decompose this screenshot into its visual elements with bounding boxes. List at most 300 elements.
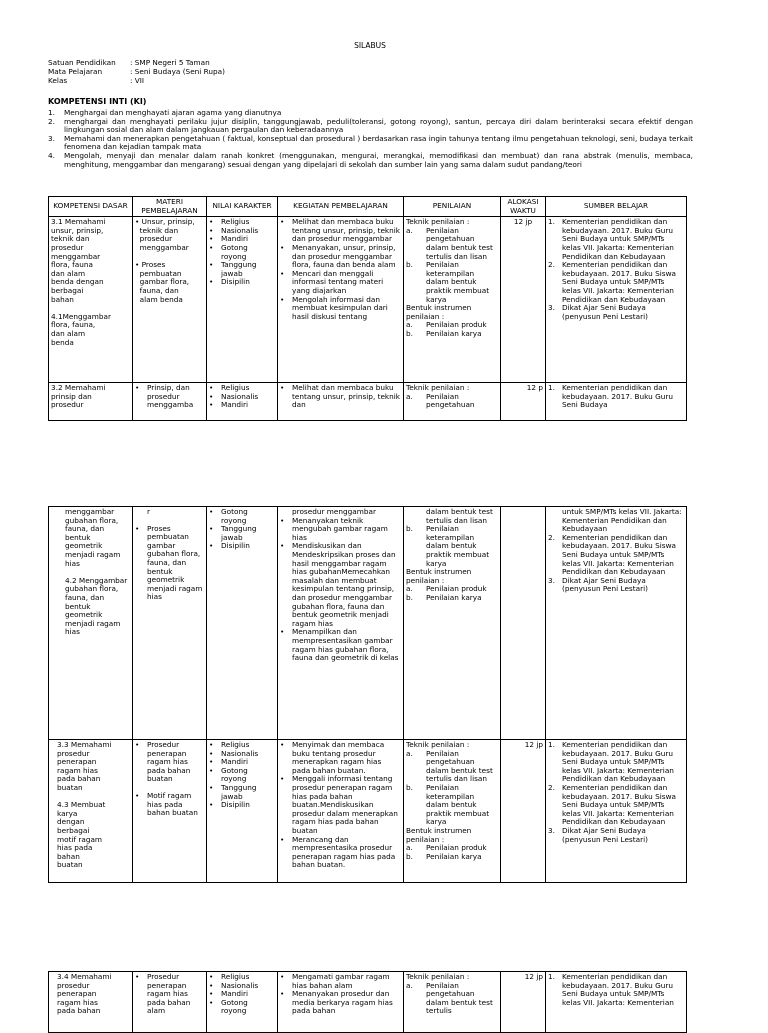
text-line: motif ragam [57,834,103,844]
nilai-cell [207,507,278,740]
assessment-item [406,227,498,261]
kegiatan-cell [278,740,404,883]
meta-key: Mata Pelajaran [48,67,103,76]
source-number: 2. [548,260,555,270]
text-line: menggambar [135,242,189,252]
bullet-icon: • [280,384,285,393]
list-item-text: Menyimak dan membaca buku tentang prosedur menerapkan ragam hias pada bahan buatan. [292,741,385,775]
list-item-text: Disipilin [221,277,250,287]
list-item [280,384,401,410]
list-item-text: Tanggung jawab [221,260,257,278]
list-item-text: Motif ragam hias pada bahan buatan [147,790,198,818]
bullet-icon: • [280,268,285,278]
header-nilai: NILAI KARAKTER [207,197,278,217]
bullet-icon: • [209,541,214,551]
bullet-icon: • [209,989,214,999]
nilai-cell [207,740,278,883]
text-line: bentuk [65,601,91,611]
ki-list [48,109,693,169]
bullet-list [280,517,401,663]
alokasi-value: 12 jp [524,972,543,981]
source-item [548,534,684,577]
list-item [280,218,401,244]
bullet-icon: • [209,782,214,792]
sumber-list [548,534,684,594]
text-line: berbagai [51,285,84,295]
list-item-text: Religius [221,384,250,393]
text-line: • Unsur, prinsip, [135,218,195,227]
list-item-text: Religius [221,973,250,981]
alokasi-value: 12 jp [524,740,543,749]
bullet-icon: • [209,748,214,758]
bullet-icon: • [209,234,214,244]
text-line: alam benda [135,294,183,304]
assessment-text: Penilaian keterampilan dalam bentuk praktik membuat karya [426,524,490,568]
source-number: 3. [548,825,555,835]
assessment-label: Teknik penilaian : [406,384,470,393]
list-item-text: Menanyakan prosedur dan media berkarya ragam hias pada bahan [292,989,393,1016]
source-item [548,973,684,1007]
header-alokasi: ALOKASI WAKTU [501,197,546,217]
list-item-text: Religius [221,218,250,227]
source-text: Kementerian pendidikan dan kebudayaan. 2017. Buku Siswa Seni Budaya untuk SMP/MTs kelas VII. Jakarta: Kementerian Pendidikan dan Kebudayaan [562,532,677,577]
list-item-text: Tanggung jawab [221,782,257,801]
assessment-text: Penilaian keterampilan dalam bentuk praktik membuat karya [426,260,490,304]
kegiatan-cell [278,383,404,421]
text-line: ragam hias [57,765,98,775]
ki-number: 2. [48,116,55,126]
bullet-icon [135,401,147,410]
list-item-text: prosedur [147,391,180,401]
ki-item [48,152,693,169]
list-item-text: menggamba [147,400,194,410]
assessment-item [406,982,498,1016]
bullet-list [209,384,275,410]
text-line: berbagai [57,825,90,835]
text-line: bentuk [65,532,91,542]
text-line: • Proses [135,260,166,270]
list-item-text: Religius [221,741,250,749]
list-item-text: Nasionalis [221,980,259,990]
text-line: 3.1 Memahami [51,218,106,227]
list-item [209,261,275,278]
list-item [135,973,204,1016]
text-line: dan alam [51,268,86,278]
alokasi-cell [501,740,546,883]
list-item-text: Mengolah informasi dan membuat kesimpulan dari hasil diskusi tentang [292,294,388,321]
kegiatan-continuation: prosedur menggambar [292,508,376,516]
source-number: 1. [548,741,555,749]
source-text: Kementerian pendidikan dan kebudayaan. 2017. Buku Guru Seni Budaya untuk SMP/MTs kelas VII. Jakarta: Kementerian Pendidikan dan Kebudayaan [562,218,674,261]
bullet-icon: • [209,508,214,516]
table-row [49,507,687,740]
ki-item [48,135,693,152]
penilaian-continuation: dalam bentuk test tertulis dan lisan [426,508,493,525]
text-line: gambar flora, [135,277,190,287]
text-line: prosedur [51,242,84,252]
assessment-marker: b. [406,851,413,861]
list-item [280,741,401,775]
penilaian-cell [404,740,501,883]
bullet-icon: • [280,294,285,304]
list-item [135,741,204,784]
table-row [49,740,687,883]
source-number: 3. [548,303,555,313]
bullet-icon: • [280,242,285,252]
list-item-text: Prosedur penerapan ragam hias pada bahan alam [147,973,191,1016]
assessment-text: Penilaian karya [426,851,482,861]
bullet-list [280,218,401,321]
bullet-icon: • [209,277,214,287]
list-item-text: Mengamati gambar ragam hias bahan alam [292,973,390,990]
list-item-text: Tanggung jawab [221,524,257,542]
text-line: menggambar [51,251,101,261]
list-item-text: Merancang dan mempresentasika prosedur penerapan ragam hias pada bahan buatan. [292,834,396,870]
list-item-text: Menanyakan teknik mengubah gambar ragam hias [292,515,388,542]
list-item-text: Menggali informasi tentang prosedur penerapan ragam hias pada bahan buatan.Mendiskusikan prosedur dalam menerapkan ragam hias pada bahan buatan [292,774,398,835]
bullet-icon: • [280,541,285,551]
bullet-list [135,973,204,1016]
text-line: penerapan [57,989,97,999]
list-item-text: Melihat dan membaca buku tentang unsur, prinsip, teknik dan prosedur menggambar [292,218,401,244]
source-item [548,218,684,261]
assessment-marker: b. [406,782,413,792]
page-2 [0,500,768,900]
list-item [209,999,275,1016]
list-item [135,525,204,602]
source-number: 3. [548,575,555,585]
bullet-icon: • [280,973,285,981]
ki-text: menghargai dan menghayati perilaku jujur disiplin, tanggungjawab, peduli(toleransi, gotong royong), santun, percaya diri dalam berinteraksi secara efektif dengan lingkungan sosial dan alam dalam jangkauan pergaulan dan keberadaannya [64,116,693,135]
syllabus-table-page-2 [48,506,687,883]
text-line: penerapan [57,757,97,767]
source-number: 1. [548,973,555,981]
text-line: prosedur [57,980,90,990]
list-item-text: Mandiri [221,989,249,999]
bullet-icon: • [209,741,214,749]
source-item [548,827,684,844]
source-list [548,384,684,410]
document-title: SILABUS [354,41,386,50]
table-row [49,972,687,1033]
list-item-text: Mandiri [221,234,249,244]
assessment-item [406,393,498,410]
list-item [209,801,275,810]
text-line: 4.3 Membuat [57,800,106,810]
text-line: dan alam [51,328,86,338]
bullet-icon [135,393,147,402]
assessment-marker: a. [406,980,413,990]
bullet-list [209,973,275,1016]
bullet-icon: • [280,741,285,749]
assessment-text: Penilaian produk [426,320,487,330]
meta-row [48,77,225,86]
list-item [280,775,401,835]
list-item-text: Mandiri [221,757,249,767]
source-text: Dikat Ajar Seni Budaya (penyusun Peni Lestari) [562,825,648,844]
text-line: benda dengan [51,277,104,287]
text-line: buatan [57,782,83,792]
bullet-icon: • [209,997,214,1007]
page-1 [0,0,768,440]
text-line: benda [51,337,74,347]
bullet-icon: • [209,384,214,393]
table-row [49,217,687,383]
ki-text: Mengolah, menyaji dan menalar dalam ranah konkret (menggunakan, mengurai, merangkai, memodifikasi dan membuat) dan rana abstrak (menulis, membaca, menghitung, menggambar dan mengarang) sesuai dengan yang dipelajari di sekolah dan sumber lain yang sama dalam sudut pandang/teori [64,150,693,169]
page-3 [0,965,768,1024]
list-item-text: Proses pembuatan gambar gubahan flora, fauna, dan bentuk geometrik menjadi ragam hias [147,523,203,602]
source-list [548,973,684,1007]
bullet-icon: • [280,218,285,227]
text-line: pada bahan [57,774,101,784]
assessment-text: Penilaian produk [426,843,487,853]
bullet-icon: • [209,800,214,810]
meta-key: Satuan Pendidikan [48,58,116,67]
assessment-text: Penilaian pengetahuan [426,391,475,410]
sumber-cell [546,217,687,383]
list-item [280,542,401,628]
source-number: 2. [548,782,555,792]
bullet-icon: • [209,225,214,235]
assessment-text: Penilaian keterampilan dalam bentuk praktik membuat karya [426,782,490,827]
sumber-cell [546,972,687,1033]
text-line: karya [57,808,78,818]
list-item-text: Gotong royong [221,508,248,525]
source-item [548,784,684,827]
text-line: 3.3 Memahami [57,741,112,749]
assessment-item [406,525,498,568]
sumber-continuation: untuk SMP/MTs kelas VII. Jakarta: Kementerian Pendidikan dan Kebudayaan [562,508,682,534]
bullet-icon: • [135,973,140,981]
assessment-marker: a. [406,320,413,330]
materi-continuation: r [147,508,150,516]
kd-cell [49,383,133,421]
assessment-label: Bentuk instrumen penilaian : [406,303,472,321]
table-header-row [49,197,687,217]
bullet-icon: • [209,400,214,410]
list-item [209,401,275,410]
ki-number: 3. [48,133,55,143]
sumber-cell [546,740,687,883]
assessment-text: Penilaian pengetahuan dalam bentuk test tertulis dan lisan [426,748,493,784]
alokasi-cell [501,507,546,740]
penilaian-cell [404,972,501,1033]
text-line: menjadi ragam [65,618,121,628]
text-line: menggambar [65,508,115,516]
bullet-list [209,508,275,551]
bullet-icon: • [280,515,285,525]
assessment-item [406,261,498,304]
bullet-icon: • [280,989,285,999]
nilai-cell [207,217,278,383]
bullet-icon: • [209,391,214,401]
assessment-marker: b. [406,592,413,602]
bullet-icon: • [209,242,214,252]
assessment-marker: a. [406,748,413,758]
bullet-icon: • [135,384,140,393]
ki-text: Menghargai dan menghayati ajaran agama yang dianutnya [64,108,282,117]
list-item [280,973,401,990]
assessment-label: Bentuk instrumen penilaian : [406,567,472,585]
header-materi: MATERI PEMBELAJARAN [133,197,207,217]
list-item-text: Prosedur penerapan ragam hias pada bahan buatan [147,741,191,784]
bullet-icon: • [209,524,214,534]
text-line: 3.4 Memahami [57,973,112,981]
assessment-marker: a. [406,843,413,853]
list-item-text: Mandiri [221,400,249,410]
assessment-marker: b. [406,524,413,534]
source-text: Kementerian pendidikan dan kebudayaan. 2017. Buku Siswa Seni Budaya untuk SMP/MTs kelas VII. Jakarta: Kementerian Pendidikan dan Kebudayaan [562,260,677,304]
alokasi-cell [501,217,546,383]
assessment-marker: a. [406,584,413,594]
text-line: ragam hias [57,997,98,1007]
assessment-item [406,750,498,784]
source-list [548,741,684,844]
text-line: prosedur [135,234,173,244]
text-line: pembuatan [135,268,182,278]
text-line: teknik dan [135,225,179,235]
assessment-marker: b. [406,260,413,270]
syllabus-table-page-1 [48,196,687,421]
list-item [209,244,275,261]
text-line: hias pada [57,843,93,853]
text-line: 4.1Menggambar [51,311,111,321]
source-text: Dikat Ajar Seni Budaya (penyusun Peni Lestari) [562,303,648,321]
list-item-text: Melihat dan membaca buku tentang unsur, prinsip, teknik dan [292,384,401,410]
alokasi-cell [501,383,546,421]
list-item-text: Disipilin [221,800,250,810]
bullet-icon: • [209,765,214,775]
list-item-text: Nasionalis [221,225,259,235]
kd-cell [49,740,133,883]
bullet-list [280,384,401,410]
text-line: menjadi ragam [65,549,121,559]
list-item [209,508,275,525]
text-line: unsur, prinsip, [51,225,104,235]
source-list [548,218,684,321]
assessment-text: Penilaian pengetahuan dalam bentuk test tertulis [426,980,493,1016]
bullet-list [280,741,401,870]
kegiatan-cell [278,217,404,383]
list-item-text: Menampilkan dan mempresentasikan gambar ragam hias gubahan flora, fauna dan geometrik di kelas [292,627,399,663]
source-text: Kementerian pendidikan dan kebudayaan. 2017. Buku Guru Seni Budaya untuk SMP/MTs kelas VII. Jakarta: Kementerian [562,973,674,1007]
source-item [548,741,684,784]
bullet-icon: • [209,973,214,981]
list-item-text: Nasionalis [221,748,259,758]
list-item [209,542,275,551]
kegiatan-cell [278,507,404,740]
list-item [280,517,401,543]
text-line: prosedur [51,400,84,410]
source-number: 2. [548,532,555,542]
text-line: prosedur [57,748,90,758]
source-text: Kementerian pendidikan dan kebudayaan. 2017. Buku Guru Seni Budaya [562,384,674,410]
text-line: fauna, dan [65,524,105,534]
bullet-icon: • [209,980,214,990]
text-line: bahan [51,294,74,304]
kd-cell [49,507,133,740]
materi-cell [133,507,207,740]
bullet-list [209,741,275,810]
text-line: gubahan flora, [65,515,119,525]
source-number: 1. [548,384,555,393]
list-item [280,296,401,322]
alokasi-value: 12 p [526,383,543,393]
list-item-text: Gotong royong [221,242,248,261]
bullet-icon: • [209,260,214,270]
list-item [209,784,275,801]
source-item [548,304,684,321]
meta-key: Kelas [48,76,68,85]
ki-text: Memahami dan menerapkan pengetahuan ( faktual, konseptual dan prosedural ) berdasarkan rasa ingin tahunya tentang ilmu pengetahuan teknologi, seni, budaya terkait fenomena dan kejadian tampak mata [64,133,693,152]
bullet-icon: • [135,790,140,800]
list-item-text: Disipilin [221,541,250,551]
ki-number: 1. [48,108,55,117]
bullet-icon: • [209,218,214,227]
text-line: hias [65,558,80,568]
text-line: geometrik [65,610,103,620]
text-line: fauna, dan [65,592,105,602]
source-item [548,261,684,304]
alokasi-cell [501,972,546,1033]
list-item [280,836,401,870]
text-line: hias [65,627,80,637]
identity-block [48,59,225,86]
assessment-label: Teknik penilaian : [406,218,470,227]
table-row [49,383,687,421]
list-item [209,525,275,542]
assessment-text: Penilaian produk [426,584,487,594]
ki-number: 4. [48,150,55,160]
text-line: buatan [57,860,83,870]
penilaian-cell [404,383,501,421]
text-line: dengan [57,817,85,827]
meta-value: : SMP Negeri 5 Taman [130,58,210,67]
sumber-cell [546,383,687,421]
list-item [135,792,204,818]
source-text: Dikat Ajar Seni Budaya (penyusun Peni Lestari) [562,575,648,594]
bullet-icon: • [209,757,214,767]
source-number: 1. [548,218,555,227]
text-line: teknik dan [51,234,90,244]
sumber-cell [546,507,687,740]
list-item [209,767,275,784]
list-item [135,401,204,410]
source-item [548,384,684,410]
list-item-text: Gotong royong [221,765,248,784]
list-item-text: Mendiskusikan dan Mendeskripsikan proses dan hasil menggambar ragam hias gubahanMemecahkan masalah dan membuat kesimpulan tentang prinsip, dan prosedur menggambar gubahan flora, fauna dan bentuk geometrik menjadi ragam hias [292,541,396,628]
materi-cell [133,383,207,421]
assessment-label: Bentuk instrumen penilaian : [406,825,472,844]
source-text: Kementerian pendidikan dan kebudayaan. 2017. Buku Siswa Seni Budaya untuk SMP/MTs kelas VII. Jakarta: Kementerian Pendidikan dan Kebudayaan [562,782,677,827]
text-line: geometrik [65,541,103,551]
header-kompetensi: KOMPETENSI DASAR [49,197,133,217]
bullet-list [135,525,204,602]
list-item-text: Menanyakan, unsur, prinsip, dan prosedur menggambar flora, fauna dan benda alam [292,242,396,270]
bullet-icon: • [280,774,285,784]
list-item-text: Prinsip, dan [147,384,190,393]
bullet-list [209,218,275,287]
kd-cell [49,217,133,383]
assessment-item [406,784,498,827]
assessment-label: Teknik penilaian : [406,973,470,981]
list-item [209,278,275,287]
bullet-list [135,384,204,410]
header-kegiatan: KEGIATAN PEMBELAJARAN [278,197,404,217]
text-line: fauna, dan [135,285,179,295]
bullet-icon: • [135,523,140,533]
bullet-list [280,973,401,1016]
